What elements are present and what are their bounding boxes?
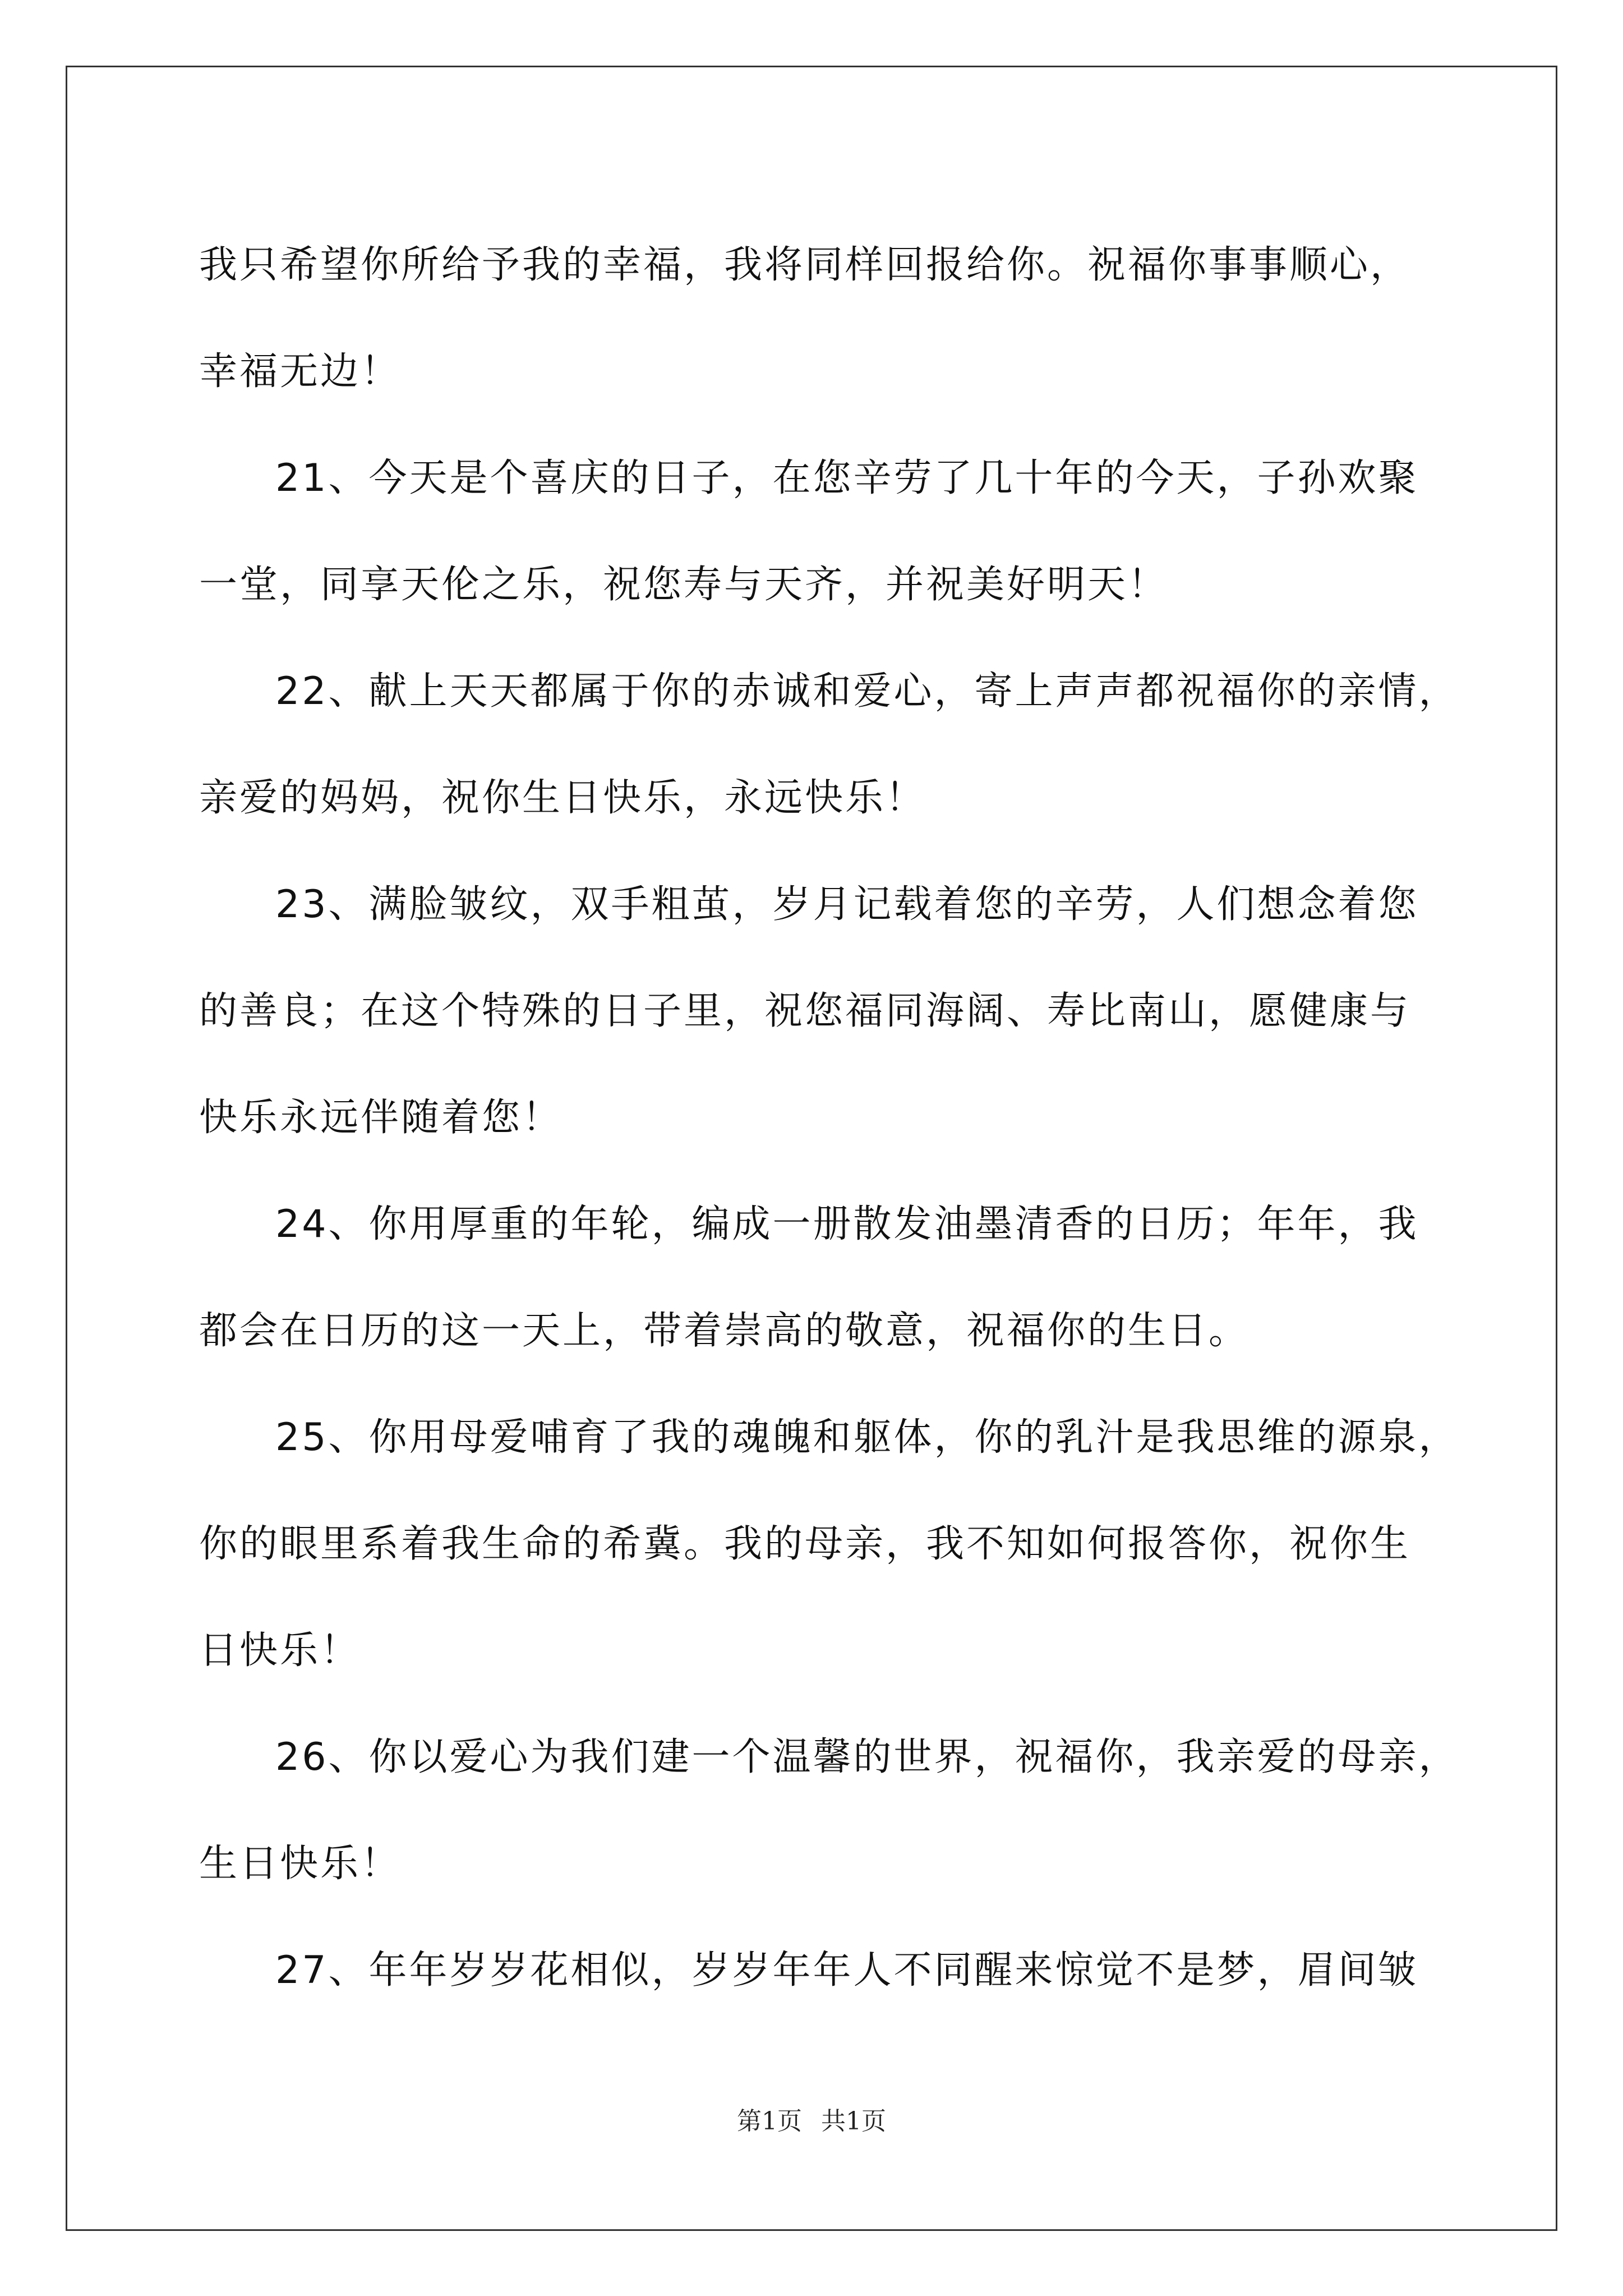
text-line: 生日快乐！	[199, 1842, 402, 1886]
page-number: 第1页	[737, 2107, 802, 2136]
text-line: 日快乐！	[199, 1628, 361, 1673]
text-line: 我只希望你所给予我的幸福，我将同样回报给你。祝福你事事顺心，	[199, 243, 1411, 287]
paragraph-24-line: 24、你用厚重的年轮，编成一册散发油墨清香的日历；年年，我	[275, 1202, 1419, 1246]
text-line: 的善良；在这个特殊的日子里，祝您福同海阔、寿比南山，愿健康与	[199, 989, 1411, 1033]
paragraph-21-line: 21、今天是个喜庆的日子，在您辛劳了几十年的今天，子孙欢聚	[275, 456, 1419, 500]
paragraph-22-line: 22、献上天天都属于你的赤诚和爱心，寄上声声都祝福你的亲情，	[275, 669, 1459, 714]
page-footer	[0, 2101, 1623, 2137]
document-body	[199, 212, 1459, 2024]
text-line: 你的眼里系着我生命的希冀。我的母亲，我不知如何报答你，祝你生	[199, 1522, 1411, 1566]
text-line: 快乐永远伴随着您！	[199, 1096, 563, 1140]
text-line: 一堂，同享天伦之乐，祝您寿与天齐，并祝美好明天！	[199, 563, 1169, 607]
paragraph-27-line: 27、年年岁岁花相似，岁岁年年人不同醒来惊觉不是梦，眉间皱	[275, 1948, 1419, 1993]
text-line: 幸福无边！	[199, 349, 402, 394]
text-line: 都会在日历的这一天上，带着崇高的敬意，祝福你的生日。	[199, 1309, 1249, 1353]
page-total: 共1页	[821, 2107, 886, 2136]
paragraph-25-line: 25、你用母爱哺育了我的魂魄和躯体，你的乳汁是我思维的源泉，	[275, 1415, 1459, 1460]
paragraph-26-line: 26、你以爱心为我们建一个温馨的世界，祝福你，我亲爱的母亲，	[275, 1735, 1459, 1779]
text-line: 亲爱的妈妈，祝你生日快乐，永远快乐！	[199, 776, 926, 820]
paragraph-23-line: 23、满脸皱纹，双手粗茧，岁月记载着您的辛劳，人们想念着您	[275, 882, 1419, 927]
